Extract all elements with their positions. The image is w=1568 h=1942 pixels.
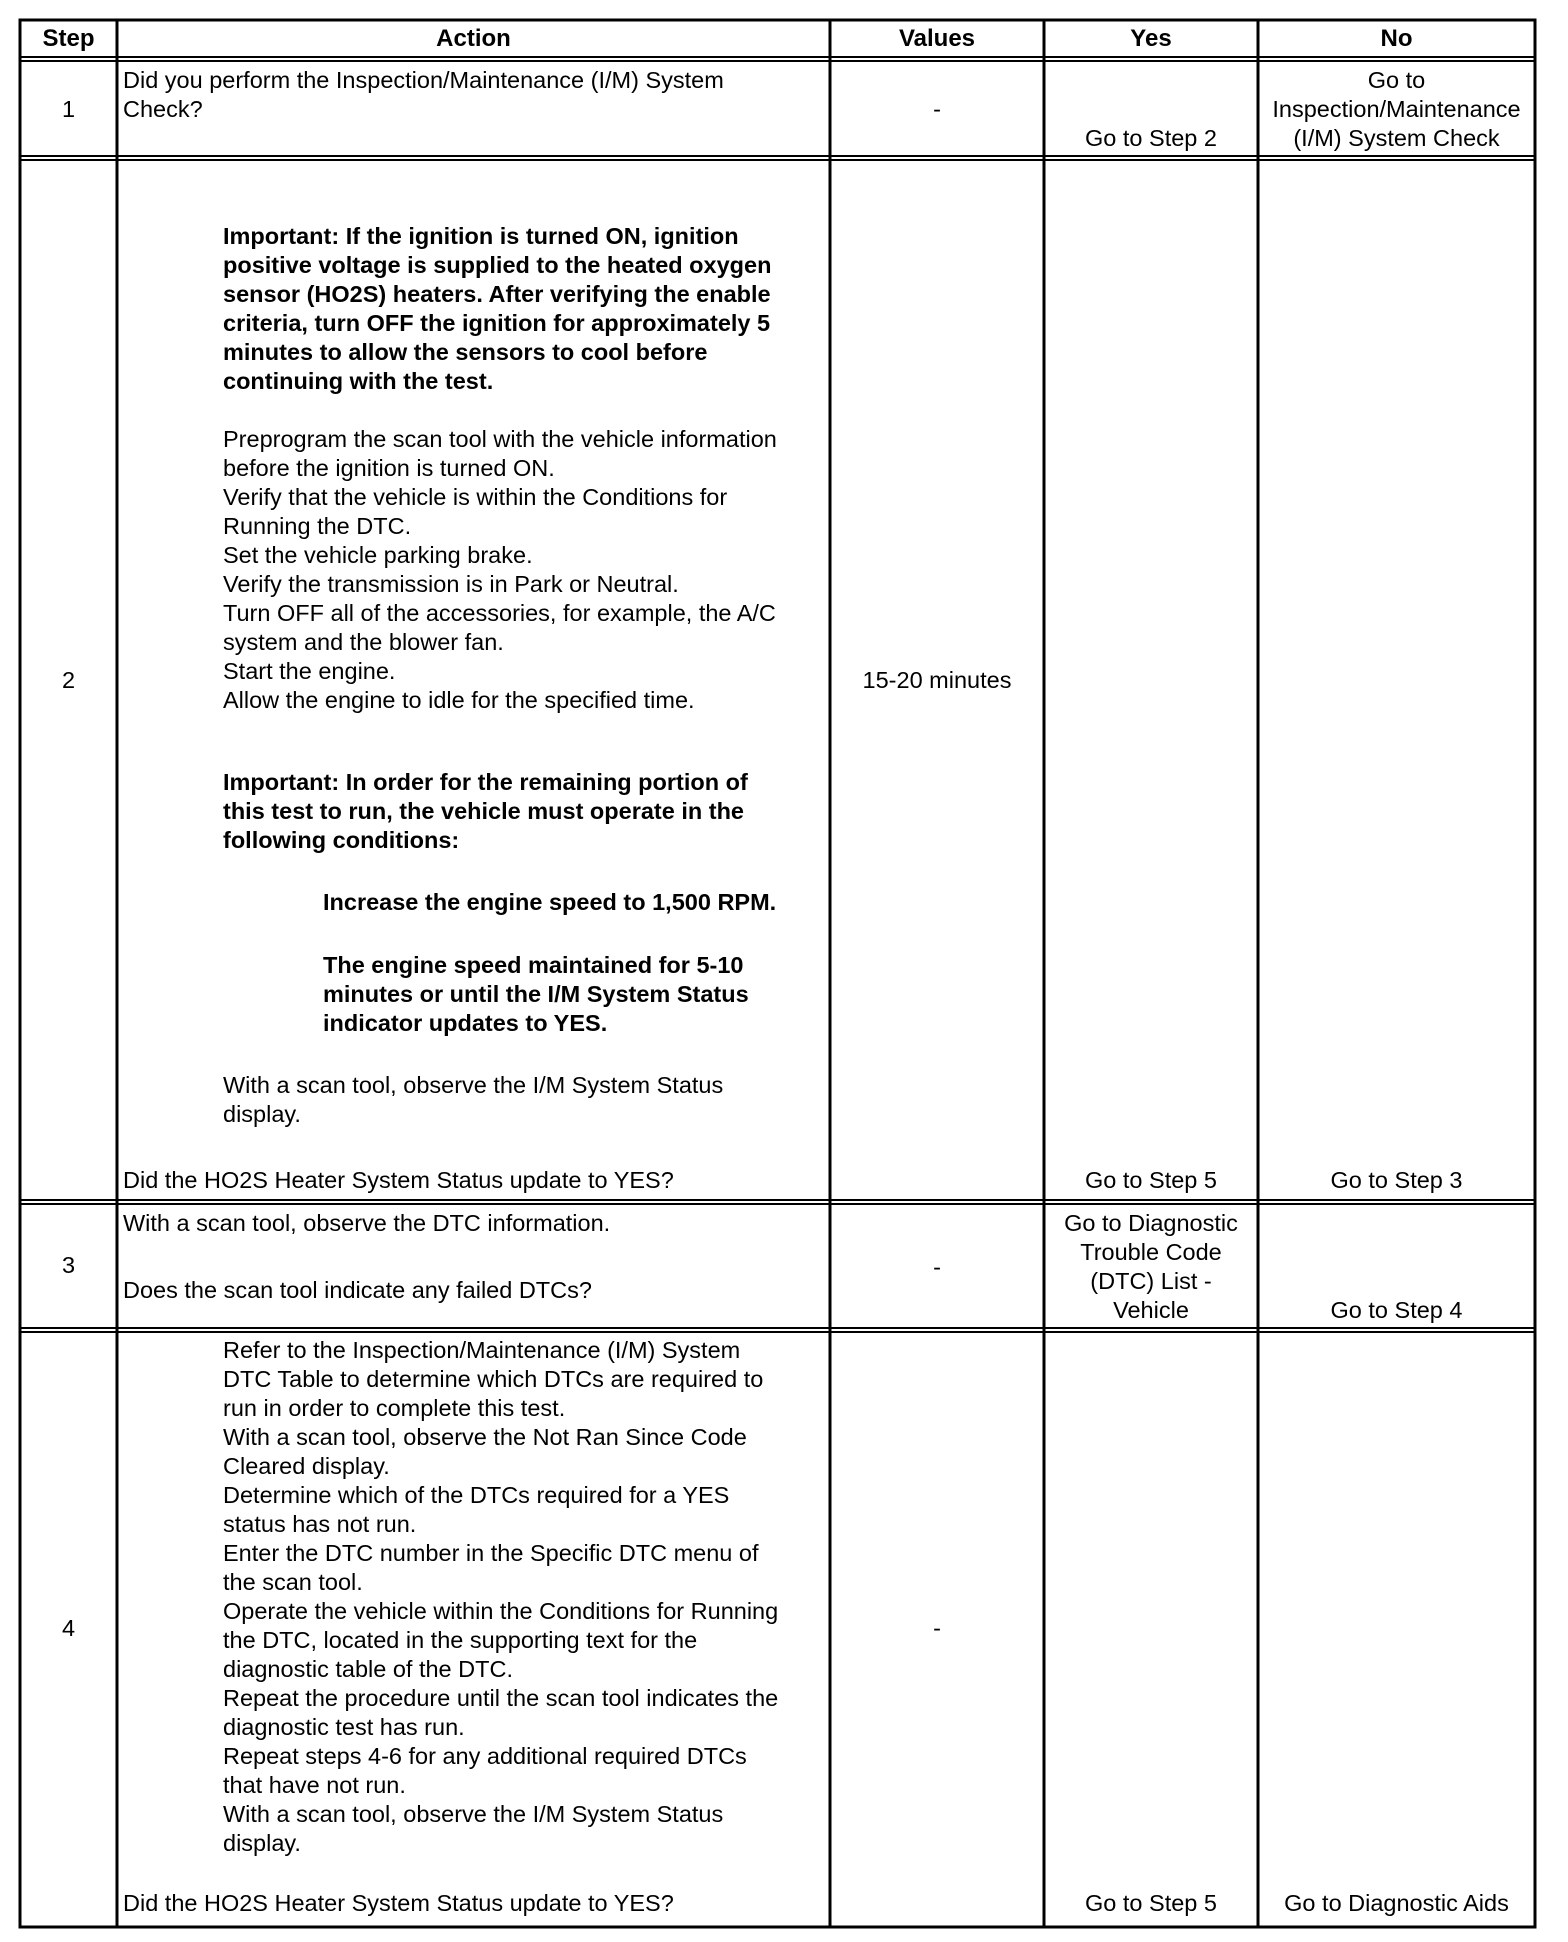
note-line: minutes to allow the sensors to cool before xyxy=(223,339,708,365)
header-values: Values xyxy=(898,25,976,52)
step-number: 2 xyxy=(61,667,76,693)
procedure-line: that have not run. xyxy=(223,1772,406,1798)
header-step: Step xyxy=(42,25,95,52)
step-number: 1 xyxy=(61,96,76,122)
procedure-line: DTC Table to determine which DTCs are required to xyxy=(223,1366,764,1392)
values-cell: 15-20 minutes xyxy=(862,667,1012,693)
values-cell: - xyxy=(933,1615,941,1641)
note-line: following conditions: xyxy=(223,827,460,853)
note-line: continuing with the test. xyxy=(223,368,494,394)
important-note xyxy=(223,768,748,855)
procedure-line: diagnostic table of the DTC. xyxy=(223,1656,513,1682)
procedure-line: Running the DTC. xyxy=(223,513,412,539)
procedure-line: Verify the transmission is in Park or Neutral. xyxy=(223,571,679,597)
procedure-line: Operate the vehicle within the Conditions for Running xyxy=(223,1598,779,1624)
yes-line: Vehicle xyxy=(1113,1297,1189,1323)
procedure-line: Enter the DTC number in the Specific DTC menu of xyxy=(223,1540,759,1566)
procedure-line: the scan tool. xyxy=(223,1569,363,1595)
note-line: sensor (HO2S) heaters. After verifying the enable xyxy=(223,281,771,307)
procedure-steps xyxy=(223,425,777,715)
action-text: With a scan tool, observe the DTC information. xyxy=(123,1210,611,1236)
question-text: Did the HO2S Heater System Status update to YES? xyxy=(123,1167,674,1193)
observe-line: display. xyxy=(223,1101,301,1127)
no-line: Go to xyxy=(1367,67,1426,93)
condition-item xyxy=(323,951,749,1038)
procedure-line: system and the blower fan. xyxy=(223,629,504,655)
condition-line: Increase the engine speed to 1,500 RPM. xyxy=(323,889,777,915)
no-cell xyxy=(1258,66,1535,153)
procedure-line: diagnostic test has run. xyxy=(223,1714,465,1740)
condition-line: indicator updates to YES. xyxy=(323,1010,608,1036)
header-action: Action xyxy=(436,25,511,52)
procedure-line: Determine which of the DTCs required for a YES xyxy=(223,1482,730,1508)
observe-text xyxy=(223,1071,723,1129)
procedure-line: Cleared display. xyxy=(223,1453,390,1479)
procedure-line: Repeat the procedure until the scan tool indicates the xyxy=(223,1685,779,1711)
yes-cell: Go to Step 2 xyxy=(1085,125,1217,151)
yes-cell: Go to Step 5 xyxy=(1085,1167,1217,1193)
important-note xyxy=(223,222,771,396)
note-line: Important: If the ignition is turned ON, ignition xyxy=(223,223,739,249)
step-number: 4 xyxy=(61,1615,76,1641)
no-cell: Go to Step 4 xyxy=(1330,1297,1463,1323)
action-line: Did you perform the Inspection/Maintenance (I/M) System xyxy=(123,67,724,93)
question-text: Did the HO2S Heater System Status update to YES? xyxy=(123,1890,674,1916)
header-no: No xyxy=(1380,25,1413,52)
step-number: 3 xyxy=(61,1252,76,1278)
procedure-line: display. xyxy=(223,1830,301,1856)
procedure-line: With a scan tool, observe the I/M System Status xyxy=(223,1801,724,1827)
procedure-line: With a scan tool, observe the Not Ran Since Code xyxy=(223,1424,747,1450)
procedure-line: before the ignition is turned ON. xyxy=(223,455,555,481)
action-text xyxy=(123,66,724,124)
procedure-line: the DTC, located in the supporting text for the xyxy=(223,1627,698,1653)
procedure-line: Repeat steps 4-6 for any additional required DTCs xyxy=(223,1743,747,1769)
no-line: Inspection/Maintenance xyxy=(1272,96,1521,122)
values-cell: - xyxy=(933,96,941,122)
yes-cell xyxy=(1044,1209,1258,1325)
no-line: (I/M) System Check xyxy=(1293,125,1500,151)
observe-line: With a scan tool, observe the I/M System Status xyxy=(223,1072,724,1098)
procedure-line: Verify that the vehicle is within the Conditions for xyxy=(223,484,728,510)
procedure-line: Set the vehicle parking brake. xyxy=(223,542,533,568)
yes-line: Go to Diagnostic xyxy=(1064,1210,1238,1236)
no-cell: Go to Step 3 xyxy=(1330,1167,1463,1193)
yes-line: Trouble Code xyxy=(1080,1239,1222,1265)
condition-item xyxy=(323,888,776,917)
procedure-line: Turn OFF all of the accessories, for example, the A/C xyxy=(223,600,776,626)
note-line: positive voltage is supplied to the heated oxygen xyxy=(223,252,772,278)
yes-cell: Go to Step 5 xyxy=(1085,1890,1217,1916)
procedure-line: status has not run. xyxy=(223,1511,417,1537)
procedure-line: Refer to the Inspection/Maintenance (I/M) System xyxy=(223,1337,741,1363)
header-yes: Yes xyxy=(1130,25,1172,52)
condition-line: The engine speed maintained for 5-10 xyxy=(323,952,744,978)
procedure-line: Allow the engine to idle for the specified time. xyxy=(223,687,695,713)
procedure-steps xyxy=(223,1336,778,1858)
note-line: criteria, turn OFF the ignition for approximately 5 xyxy=(223,310,771,336)
no-cell: Go to Diagnostic Aids xyxy=(1284,1890,1509,1916)
note-line: this test to run, the vehicle must operate in the xyxy=(223,798,745,824)
procedure-line: Start the engine. xyxy=(223,658,396,684)
procedure-line: Preprogram the scan tool with the vehicle information xyxy=(223,426,777,452)
action-line: Check? xyxy=(123,96,203,122)
yes-line: (DTC) List - xyxy=(1090,1268,1212,1294)
note-line: Important: In order for the remaining portion of xyxy=(223,769,748,795)
procedure-line: run in order to complete this test. xyxy=(223,1395,566,1421)
condition-line: minutes or until the I/M System Status xyxy=(323,981,749,1007)
action-question: Does the scan tool indicate any failed DTCs? xyxy=(123,1277,592,1303)
values-cell: - xyxy=(933,1254,941,1280)
